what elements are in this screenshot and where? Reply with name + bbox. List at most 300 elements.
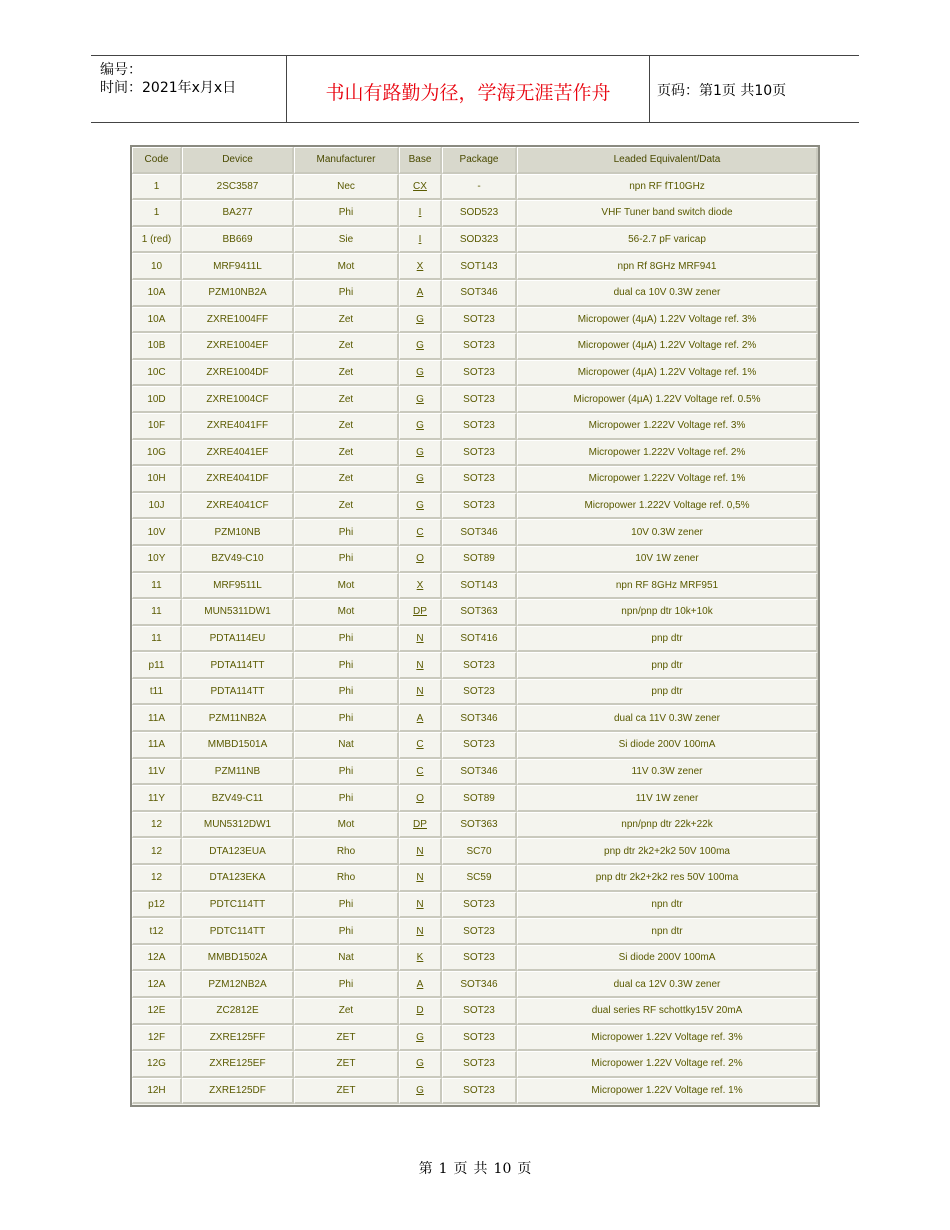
cell-device: DTA123EKA — [182, 865, 294, 892]
cell-leaded-equivalent: 11V 0.3W zener — [517, 759, 818, 786]
cell-leaded-equivalent: pnp dtr — [517, 679, 818, 706]
cell-leaded-equivalent: Micropower 1.22V Voltage ref. 2% — [517, 1051, 818, 1078]
cell-device: PDTC114TT — [182, 918, 294, 945]
cell-code: 12H — [132, 1078, 182, 1105]
table-row — [132, 307, 818, 334]
cell-code: 10 — [132, 253, 182, 280]
cell-manufacturer: Mot — [294, 253, 399, 280]
table-row — [132, 918, 818, 945]
footer-text: 共 — [473, 1161, 488, 1177]
cell-code: 10F — [132, 413, 182, 440]
cell-code: 10C — [132, 360, 182, 387]
base-link[interactable]: G — [416, 500, 424, 512]
cell-code: 1 — [132, 200, 182, 227]
cell-package: SOD323 — [442, 227, 517, 254]
table-row — [132, 360, 818, 387]
cell-manufacturer: Nat — [294, 732, 399, 759]
base-link[interactable]: X — [416, 579, 424, 591]
cell-base — [399, 865, 442, 892]
cell-base — [399, 573, 442, 600]
cell-device: BZV49-C10 — [182, 546, 294, 573]
cell-code: t11 — [132, 679, 182, 706]
cell-code: 11A — [132, 705, 182, 732]
cell-code: 10V — [132, 519, 182, 546]
cell-code: 11 — [132, 573, 182, 600]
cell-device: ZXRE1004CF — [182, 386, 294, 413]
cell-package: SOT346 — [442, 759, 517, 786]
cell-base — [399, 253, 442, 280]
base-link[interactable]: G — [416, 446, 424, 458]
cell-code: 11Y — [132, 785, 182, 812]
column-header-code: Code — [132, 147, 182, 174]
cell-device: 2SC3587 — [182, 174, 294, 201]
cell-manufacturer: Rho — [294, 865, 399, 892]
cell-code: 1 (red) — [132, 227, 182, 254]
cell-package: SOT23 — [442, 493, 517, 520]
header-motto-cell — [286, 56, 650, 122]
cell-base — [399, 333, 442, 360]
base-link[interactable]: X — [416, 260, 424, 272]
cell-base — [399, 652, 442, 679]
footer-total-pages: 10 — [493, 1161, 512, 1177]
cell-package: SOT346 — [442, 971, 517, 998]
base-link[interactable]: CX — [413, 180, 427, 192]
cell-package: SOT363 — [442, 812, 517, 839]
cell-code: 12 — [132, 838, 182, 865]
cell-device: BB669 — [182, 227, 294, 254]
cell-manufacturer: ZET — [294, 1025, 399, 1052]
cell-code: 12A — [132, 945, 182, 972]
cell-manufacturer: Zet — [294, 386, 399, 413]
cell-device: MMBD1501A — [182, 732, 294, 759]
table-row — [132, 812, 818, 839]
cell-manufacturer: Zet — [294, 360, 399, 387]
cell-manufacturer: Phi — [294, 679, 399, 706]
cell-manufacturer: Zet — [294, 440, 399, 467]
cell-base — [399, 280, 442, 307]
cell-manufacturer: Zet — [294, 413, 399, 440]
cell-package: SOT346 — [442, 519, 517, 546]
base-link[interactable]: N — [416, 686, 424, 698]
cell-leaded-equivalent: pnp dtr 2k2+2k2 res 50V 100ma — [517, 865, 818, 892]
cell-code: 10B — [132, 333, 182, 360]
cell-code: 10Y — [132, 546, 182, 573]
table-row — [132, 971, 818, 998]
cell-code: 1 — [132, 174, 182, 201]
cell-manufacturer: Phi — [294, 785, 399, 812]
cell-manufacturer: Zet — [294, 307, 399, 334]
table-row — [132, 253, 818, 280]
table-row — [132, 280, 818, 307]
cell-base — [399, 679, 442, 706]
cell-device: PDTA114TT — [182, 679, 294, 706]
cell-manufacturer: Phi — [294, 626, 399, 653]
base-link[interactable]: N — [416, 659, 424, 671]
cell-base — [399, 546, 442, 573]
cell-package: SOT23 — [442, 333, 517, 360]
page-footer — [0, 1158, 950, 1178]
base-link[interactable]: K — [416, 952, 424, 964]
cell-leaded-equivalent: npn Rf 8GHz MRF941 — [517, 253, 818, 280]
base-link[interactable]: N — [416, 845, 424, 857]
cell-leaded-equivalent: 10V 0.3W zener — [517, 519, 818, 546]
footer-text: 页 — [453, 1161, 468, 1177]
cell-package: SOT23 — [442, 1051, 517, 1078]
cell-base — [399, 493, 442, 520]
base-link[interactable]: G — [416, 367, 424, 379]
cell-device: MUN5312DW1 — [182, 812, 294, 839]
cell-code: 10G — [132, 440, 182, 467]
cell-device: PDTA114TT — [182, 652, 294, 679]
base-link[interactable]: DP — [413, 606, 427, 618]
cell-code: 10J — [132, 493, 182, 520]
cell-leaded-equivalent: Micropower (4µA) 1.22V Voltage ref. 1% — [517, 360, 818, 387]
component-table-frame — [130, 145, 820, 1107]
base-link[interactable]: G — [416, 1085, 424, 1097]
cell-device: PZM11NB2A — [182, 705, 294, 732]
base-link[interactable]: O — [416, 553, 424, 565]
table-row — [132, 998, 818, 1025]
table-row — [132, 174, 818, 201]
table-row — [132, 573, 818, 600]
column-header-manufacturer: Manufacturer — [294, 147, 399, 174]
cell-package: SOT23 — [442, 1025, 517, 1052]
cell-leaded-equivalent: npn dtr — [517, 892, 818, 919]
cell-code: 12G — [132, 1051, 182, 1078]
cell-leaded-equivalent: dual ca 11V 0.3W zener — [517, 705, 818, 732]
cell-code: 11 — [132, 626, 182, 653]
base-link[interactable]: A — [416, 712, 424, 724]
cell-leaded-equivalent: npn dtr — [517, 918, 818, 945]
column-header-base: Base — [399, 147, 442, 174]
cell-manufacturer: Phi — [294, 971, 399, 998]
cell-device: ZXRE1004DF — [182, 360, 294, 387]
cell-leaded-equivalent: Micropower (4µA) 1.22V Voltage ref. 0.5% — [517, 386, 818, 413]
table-row — [132, 705, 818, 732]
cell-manufacturer: Mot — [294, 599, 399, 626]
cell-device: BZV49-C11 — [182, 785, 294, 812]
cell-leaded-equivalent: npn RF fT10GHz — [517, 174, 818, 201]
cell-leaded-equivalent: Micropower 1.222V Voltage ref. 0,5% — [517, 493, 818, 520]
cell-package: SC59 — [442, 865, 517, 892]
cell-device: PDTA114EU — [182, 626, 294, 653]
cell-base — [399, 200, 442, 227]
cell-manufacturer: Phi — [294, 705, 399, 732]
cell-device: ZXRE4041FF — [182, 413, 294, 440]
cell-package: SOT363 — [442, 599, 517, 626]
cell-base — [399, 413, 442, 440]
cell-manufacturer: Nat — [294, 945, 399, 972]
cell-package: SOT346 — [442, 705, 517, 732]
table-row — [132, 1051, 818, 1078]
cell-code: p12 — [132, 892, 182, 919]
cell-base — [399, 945, 442, 972]
table-row — [132, 759, 818, 786]
base-link[interactable]: G — [416, 473, 424, 485]
cell-leaded-equivalent: Micropower 1.22V Voltage ref. 3% — [517, 1025, 818, 1052]
cell-code: 11 — [132, 599, 182, 626]
cell-manufacturer: Phi — [294, 918, 399, 945]
cell-code: 10A — [132, 307, 182, 334]
cell-leaded-equivalent: dual ca 10V 0.3W zener — [517, 280, 818, 307]
cell-device: ZXRE4041CF — [182, 493, 294, 520]
cell-leaded-equivalent: Micropower 1.222V Voltage ref. 3% — [517, 413, 818, 440]
table-body — [132, 174, 818, 1105]
cell-manufacturer: Rho — [294, 838, 399, 865]
table-row — [132, 519, 818, 546]
table-row — [132, 945, 818, 972]
base-link[interactable]: C — [416, 739, 424, 751]
cell-package: SOT23 — [442, 892, 517, 919]
cell-manufacturer: Phi — [294, 759, 399, 786]
table-row — [132, 333, 818, 360]
cell-base — [399, 626, 442, 653]
cell-leaded-equivalent: pnp dtr — [517, 626, 818, 653]
cell-device: PZM10NB2A — [182, 280, 294, 307]
cell-package: SC70 — [442, 838, 517, 865]
cell-base — [399, 892, 442, 919]
table-row — [132, 386, 818, 413]
cell-leaded-equivalent: Si diode 200V 100mA — [517, 945, 818, 972]
cell-device: ZXRE125DF — [182, 1078, 294, 1105]
cell-code: 12E — [132, 998, 182, 1025]
cell-package: SOT23 — [442, 413, 517, 440]
base-link[interactable]: G — [416, 1031, 424, 1043]
cell-code: 10D — [132, 386, 182, 413]
cell-leaded-equivalent: VHF Tuner band switch diode — [517, 200, 818, 227]
cell-base — [399, 759, 442, 786]
cell-base — [399, 227, 442, 254]
footer-text: 第 — [418, 1161, 433, 1177]
cell-package: SOT23 — [442, 466, 517, 493]
cell-manufacturer: Zet — [294, 333, 399, 360]
cell-code: p11 — [132, 652, 182, 679]
cell-leaded-equivalent: Micropower 1.222V Voltage ref. 2% — [517, 440, 818, 467]
cell-package: SOT346 — [442, 280, 517, 307]
serial-label: 编号： — [100, 62, 142, 78]
cell-manufacturer: Zet — [294, 998, 399, 1025]
cell-device: PZM12NB2A — [182, 971, 294, 998]
cell-package: SOT23 — [442, 360, 517, 387]
cell-leaded-equivalent: pnp dtr — [517, 652, 818, 679]
table-row — [132, 413, 818, 440]
cell-device: ZXRE125FF — [182, 1025, 294, 1052]
cell-manufacturer: Nec — [294, 174, 399, 201]
cell-manufacturer: Zet — [294, 493, 399, 520]
cell-leaded-equivalent: pnp dtr 2k2+2k2 50V 100ma — [517, 838, 818, 865]
column-header-package: Package — [442, 147, 517, 174]
base-link[interactable]: C — [416, 526, 424, 538]
cell-code: 12 — [132, 812, 182, 839]
table-row — [132, 1078, 818, 1105]
base-link[interactable]: A — [416, 978, 424, 990]
cell-package: SOT23 — [442, 918, 517, 945]
cell-package: SOT143 — [442, 573, 517, 600]
cell-manufacturer: Phi — [294, 652, 399, 679]
cell-code: 12 — [132, 865, 182, 892]
base-link[interactable]: O — [416, 792, 424, 804]
base-link[interactable]: I — [418, 234, 422, 246]
cell-device: ZXRE1004FF — [182, 307, 294, 334]
cell-manufacturer: Phi — [294, 200, 399, 227]
table-row — [132, 732, 818, 759]
table-row — [132, 200, 818, 227]
cell-code: 10A — [132, 280, 182, 307]
cell-device: PDTC114TT — [182, 892, 294, 919]
cell-package: SOT23 — [442, 998, 517, 1025]
cell-leaded-equivalent: Micropower 1.222V Voltage ref. 1% — [517, 466, 818, 493]
table-row — [132, 1025, 818, 1052]
cell-base — [399, 519, 442, 546]
table-row — [132, 865, 818, 892]
cell-package: SOT89 — [442, 546, 517, 573]
cell-leaded-equivalent: 56-2.7 pF varicap — [517, 227, 818, 254]
base-link[interactable]: G — [416, 313, 424, 325]
cell-manufacturer: Phi — [294, 892, 399, 919]
cell-device: ZXRE1004EF — [182, 333, 294, 360]
cell-device: MUN5311DW1 — [182, 599, 294, 626]
base-link[interactable]: A — [416, 287, 424, 299]
base-link[interactable]: N — [416, 925, 424, 937]
cell-package: SOT23 — [442, 1078, 517, 1105]
cell-package: SOT416 — [442, 626, 517, 653]
page-header — [91, 55, 859, 123]
base-link[interactable]: G — [416, 420, 424, 432]
cell-leaded-equivalent: dual series RF schottky15V 20mA — [517, 998, 818, 1025]
time-label: 时间：2021年x月x日 — [100, 80, 237, 96]
cell-device: MMBD1502A — [182, 945, 294, 972]
footer-text: 页 — [517, 1161, 532, 1177]
cell-base — [399, 466, 442, 493]
base-link[interactable]: DP — [413, 819, 427, 831]
cell-leaded-equivalent: Micropower 1.22V Voltage ref. 1% — [517, 1078, 818, 1105]
column-header-leaded-equivalent: Leaded Equivalent/Data — [517, 147, 818, 174]
cell-base — [399, 1051, 442, 1078]
table-row — [132, 466, 818, 493]
page-info: 页码：第1页 共10页 — [657, 83, 787, 99]
column-header-device: Device — [182, 147, 294, 174]
base-link[interactable]: N — [416, 872, 424, 884]
cell-manufacturer: Phi — [294, 280, 399, 307]
cell-base — [399, 1025, 442, 1052]
cell-manufacturer: Phi — [294, 546, 399, 573]
cell-base — [399, 732, 442, 759]
base-link[interactable]: N — [416, 898, 424, 910]
cell-device: ZXRE4041EF — [182, 440, 294, 467]
table-header-row — [132, 147, 818, 174]
cell-package: SOT23 — [442, 440, 517, 467]
cell-package: SOT23 — [442, 307, 517, 334]
cell-package: SOT23 — [442, 386, 517, 413]
cell-device: ZC2812E — [182, 998, 294, 1025]
table-row — [132, 599, 818, 626]
cell-code: 11V — [132, 759, 182, 786]
cell-device: MRF9411L — [182, 253, 294, 280]
cell-leaded-equivalent: Micropower (4µA) 1.22V Voltage ref. 2% — [517, 333, 818, 360]
table-row — [132, 838, 818, 865]
cell-leaded-equivalent: npn RF 8GHz MRF951 — [517, 573, 818, 600]
cell-base — [399, 599, 442, 626]
cell-code: 12F — [132, 1025, 182, 1052]
cell-package: SOT23 — [442, 652, 517, 679]
cell-leaded-equivalent: npn/pnp dtr 10k+10k — [517, 599, 818, 626]
table-row — [132, 440, 818, 467]
cell-code: 11A — [132, 732, 182, 759]
cell-base — [399, 918, 442, 945]
cell-package: SOD523 — [442, 200, 517, 227]
cell-device: PZM11NB — [182, 759, 294, 786]
cell-manufacturer: ZET — [294, 1051, 399, 1078]
table-row — [132, 546, 818, 573]
cell-base — [399, 174, 442, 201]
cell-manufacturer: ZET — [294, 1078, 399, 1105]
cell-device: MRF9511L — [182, 573, 294, 600]
component-table — [132, 147, 818, 1104]
cell-base — [399, 838, 442, 865]
motto: 书山有路勤为径，学海无涯苦作舟 — [325, 82, 611, 104]
cell-code: t12 — [132, 918, 182, 945]
cell-code: 12A — [132, 971, 182, 998]
table-row — [132, 652, 818, 679]
cell-base — [399, 785, 442, 812]
cell-package: SOT143 — [442, 253, 517, 280]
cell-base — [399, 440, 442, 467]
cell-base — [399, 386, 442, 413]
cell-leaded-equivalent: Si diode 200V 100mA — [517, 732, 818, 759]
table-row — [132, 227, 818, 254]
cell-leaded-equivalent: 11V 1W zener — [517, 785, 818, 812]
cell-base — [399, 812, 442, 839]
cell-package: SOT23 — [442, 945, 517, 972]
base-link[interactable]: G — [416, 1058, 424, 1070]
header-right-cell — [649, 56, 859, 122]
cell-leaded-equivalent: npn/pnp dtr 22k+22k — [517, 812, 818, 839]
cell-leaded-equivalent: Micropower (4µA) 1.22V Voltage ref. 3% — [517, 307, 818, 334]
cell-package: - — [442, 174, 517, 201]
table-row — [132, 626, 818, 653]
cell-base — [399, 1078, 442, 1105]
cell-leaded-equivalent: dual ca 12V 0.3W zener — [517, 971, 818, 998]
cell-manufacturer: Phi — [294, 519, 399, 546]
base-link[interactable]: G — [416, 340, 424, 352]
cell-device: BA277 — [182, 200, 294, 227]
cell-base — [399, 971, 442, 998]
table-row — [132, 785, 818, 812]
header-left-cell — [91, 56, 286, 122]
base-link[interactable]: G — [416, 393, 424, 405]
cell-base — [399, 360, 442, 387]
cell-manufacturer: Sie — [294, 227, 399, 254]
cell-device: ZXRE4041DF — [182, 466, 294, 493]
table-row — [132, 679, 818, 706]
cell-manufacturer: Mot — [294, 573, 399, 600]
cell-code: 10H — [132, 466, 182, 493]
base-link[interactable]: D — [416, 1005, 424, 1017]
base-link[interactable]: C — [416, 765, 424, 777]
cell-device: ZXRE125EF — [182, 1051, 294, 1078]
table-row — [132, 493, 818, 520]
footer-page-number: 1 — [438, 1161, 448, 1177]
cell-leaded-equivalent: 10V 1W zener — [517, 546, 818, 573]
cell-base — [399, 705, 442, 732]
base-link[interactable]: N — [416, 632, 424, 644]
cell-device: DTA123EUA — [182, 838, 294, 865]
cell-manufacturer: Mot — [294, 812, 399, 839]
cell-base — [399, 307, 442, 334]
cell-device: PZM10NB — [182, 519, 294, 546]
cell-package: SOT23 — [442, 679, 517, 706]
base-link[interactable]: I — [418, 207, 422, 219]
